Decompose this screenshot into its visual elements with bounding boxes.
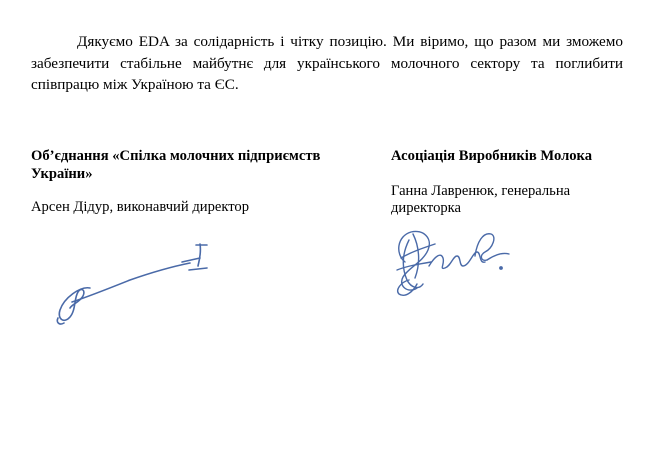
signatory-name-title: Ганна Лавренюк, генеральна директорка (391, 182, 571, 216)
handwritten-signature-left (50, 240, 220, 330)
handwritten-signature-right (383, 222, 523, 302)
closing-paragraph: Дякуємо EDA за солідарність і чітку позицію. Ми віримо, що разом ми зможемо забезпечити стабільне майбутнє для українського молочного сектору та поглибити співпрацю між Україною та ЄС. (31, 33, 623, 93)
signatory-block-right (391, 148, 641, 218)
signatory-block-left (31, 148, 361, 217)
signatory-name-title: Арсен Дідур, виконавчий директор (31, 199, 250, 215)
organization-name: Об’єднання «Спілка молочних підприємств України» (31, 148, 321, 182)
organization-name: Асоціація Виробників Молока (391, 148, 593, 164)
